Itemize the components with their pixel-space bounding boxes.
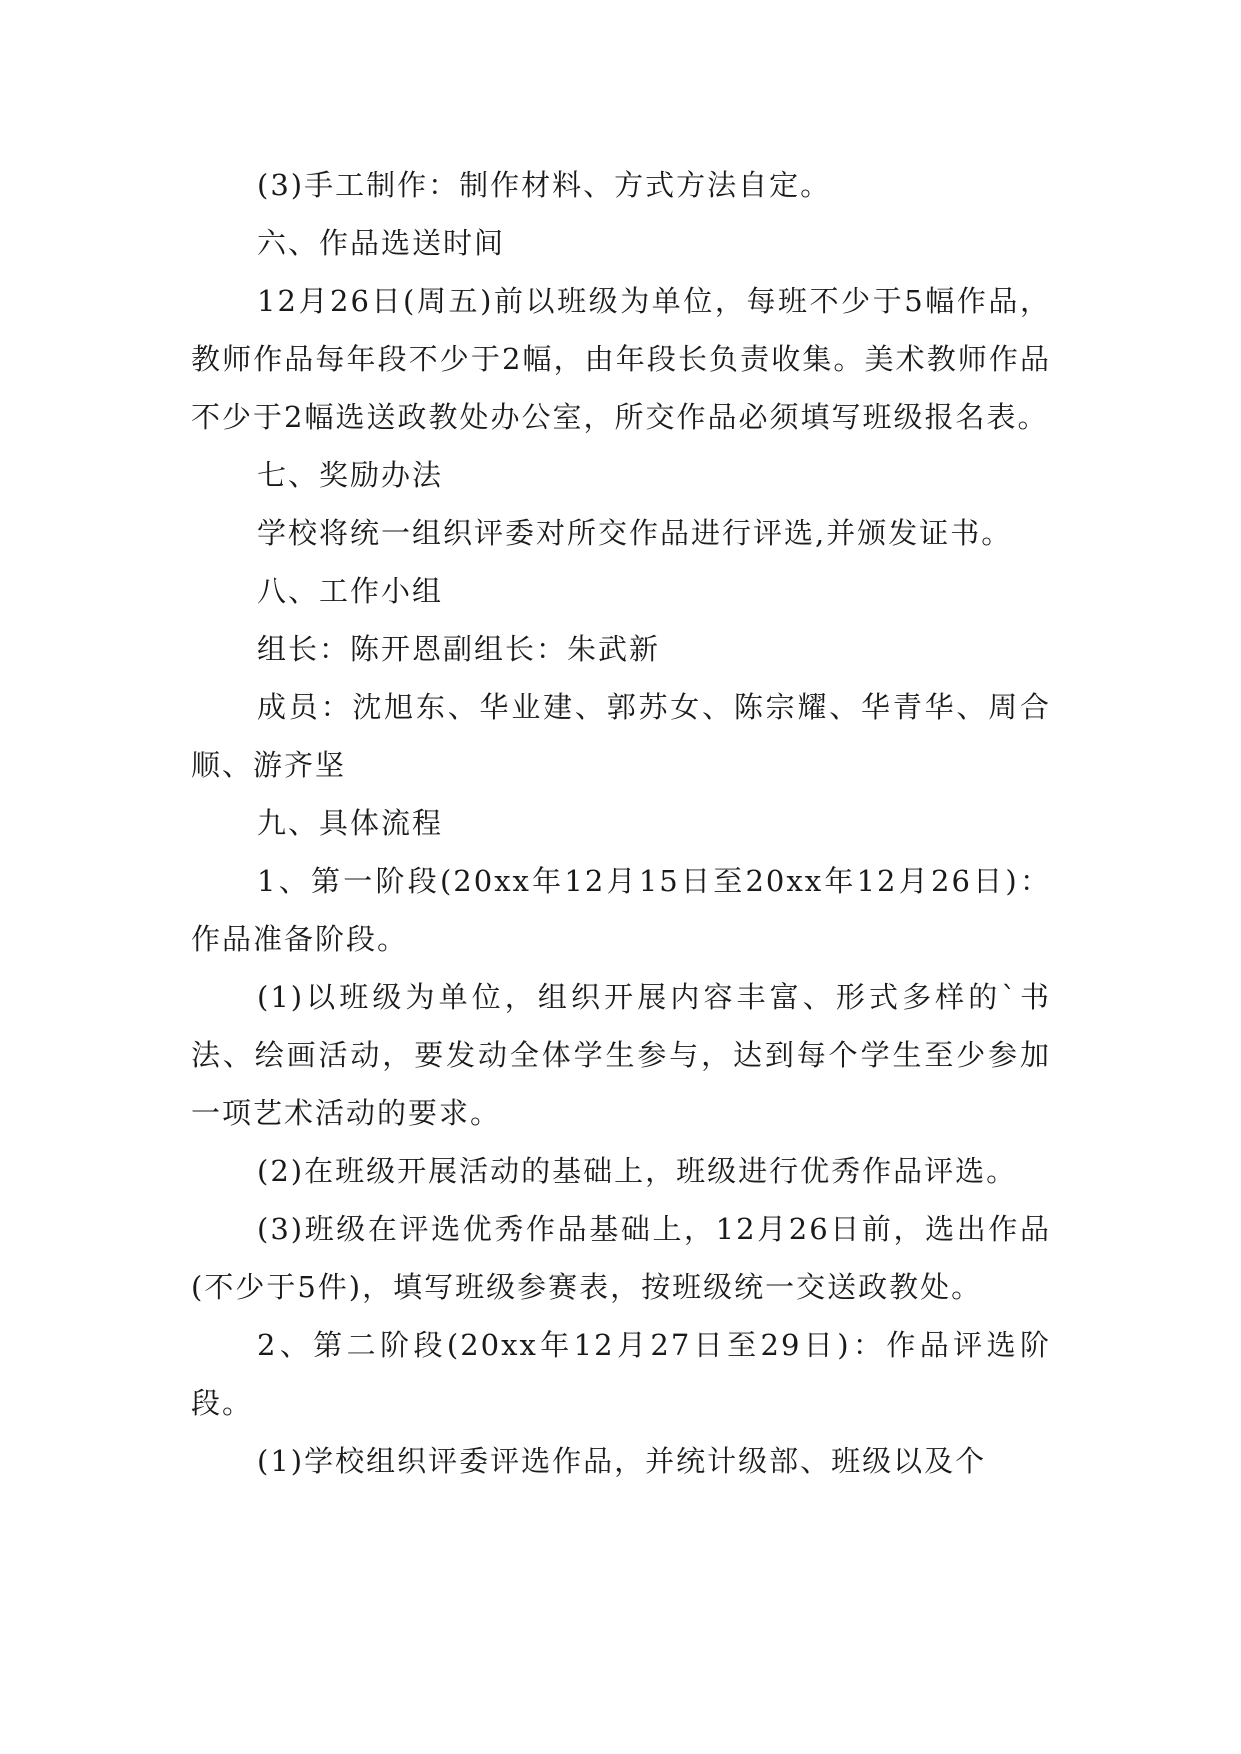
heading-rewards: 七、奖励办法: [257, 458, 444, 492]
document-body: [191, 156, 1051, 1490]
paragraph-group-leaders: 组长：陈开恩副组长：朱武新: [257, 632, 661, 666]
paragraph-stage-one: 1、第一阶段(20xx年12月15日至20xx年12月26日)：作品准备阶段。: [191, 864, 1051, 956]
paragraph-stage-two: 2、第二阶段(20xx年12月27日至29日)：作品评选阶段。: [191, 1328, 1051, 1420]
paragraph-handcraft: (3)手工制作：制作材料、方式方法自定。: [257, 168, 832, 202]
heading-working-group: 八、工作小组: [257, 574, 444, 608]
paragraph-rewards: 学校将统一组织评委对所交作品进行评选,并颁发证书。: [257, 516, 1013, 550]
paragraph-submission-time: 12月26日(周五)前以班级为单位，每班不少于5幅作品，教师作品每年段不少于2幅，由年段长负责收集。美术教师作品不少于2幅选送政教处办公室，所交作品必须填写班级报名表。: [191, 284, 1051, 434]
paragraph-stage-one-item-3: (3)班级在评选优秀作品基础上，12月26日前，选出作品(不少于5件)，填写班级参赛表，按班级统一交送政教处。: [191, 1212, 1051, 1304]
paragraph-group-members: 成员：沈旭东、华业建、郭苏女、陈宗耀、华青华、周合顺、游齐坚: [191, 690, 1051, 782]
paragraph-stage-two-item-1: (1)学校组织评委评选作品，并统计级部、班级以及个: [257, 1444, 987, 1478]
paragraph-stage-one-item-1: (1)以班级为单位，组织开展内容丰富、形式多样的`书法、绘画活动，要发动全体学生参与，达到每个学生至少参加一项艺术活动的要求。: [191, 980, 1051, 1130]
paragraph-stage-one-item-2: (2)在班级开展活动的基础上，班级进行优秀作品评选。: [257, 1154, 1018, 1188]
heading-submission-time: 六、作品选送时间: [257, 226, 506, 260]
heading-process: 九、具体流程: [257, 806, 444, 840]
